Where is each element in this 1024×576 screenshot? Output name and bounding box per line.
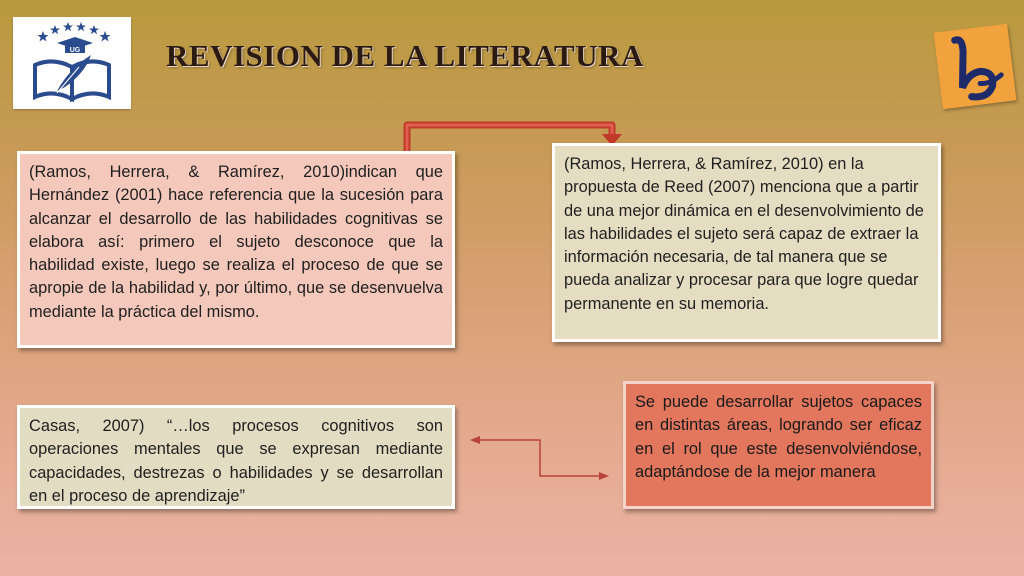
bottom-connector-arrow — [478, 440, 600, 476]
left-arrowhead — [470, 436, 480, 444]
page-title: REVISION DE LA LITERATURA — [166, 38, 644, 73]
text-box-conclusion: Se puede desarrollar sujetos capaces en distintas áreas, logrando ser eficaz en el rol que este desenvolviéndose, adaptándose de la mejor manera — [623, 381, 934, 509]
text-box-ramos-hernandez: (Ramos, Herrera, & Ramírez, 2010)indican que Hernández (2001) hace referencia que la sucesión para alcanzar el desarrollo de las habilidades cognitivas se elabora así: primero el sujeto desconoce que la habilidad existe, luego se realiza el proceso de que se apropie de la habilidad y, por último, que se desenvuelva mediante la práctica del mismo. — [17, 151, 455, 348]
text-box-casas: Casas, 2007) “…los procesos cognitivos son operaciones mentales que se expresan mediante capacidades, destrezas o habilidades y se desarrollan en el proceso de aprendizaje” — [17, 405, 455, 509]
svg-text:UG: UG — [69, 47, 81, 54]
right-arrowhead — [599, 472, 609, 480]
text-box-ramos-reed: (Ramos, Herrera, & Ramírez, 2010) en la propuesta de Reed (2007) menciona que a partir de una mejor dinámica en el desenvolvimiento de las habilidades el sujeto será capaz de extraer la información necesaria, de tal manera que se pueda analizar y procesar para que logre quedar permanente en su memoria. — [552, 143, 941, 342]
